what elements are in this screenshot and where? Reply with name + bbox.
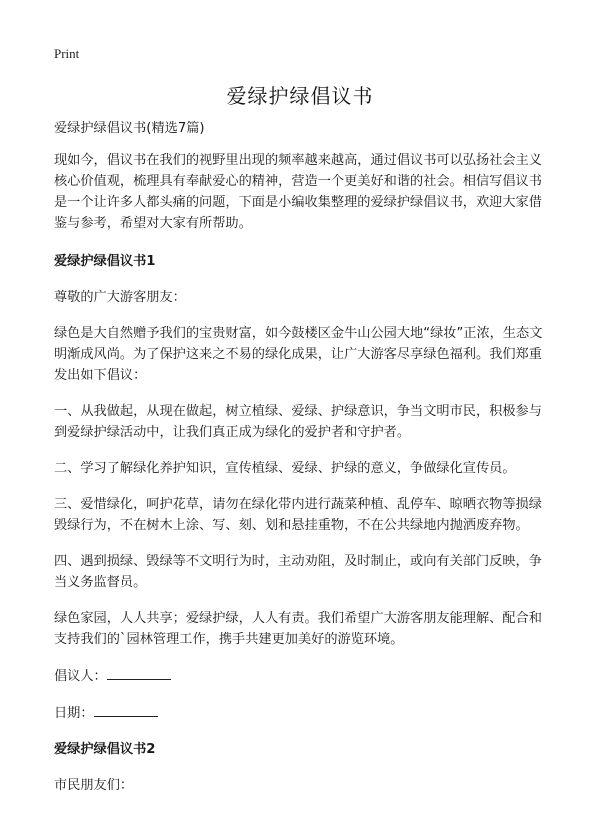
document-body [54, 118, 550, 811]
initiator-line [54, 665, 550, 687]
initiator-label: 倡议人： [54, 669, 107, 684]
proposal-item-1: 一、从我做起，从现在做起，树立植绿、爱绿、护绿意识，争当文明市民，积极参与到爱绿护绿活动中，让我们真正成为绿化的爱护者和守护者。 [54, 404, 542, 440]
closing-paragraph: 绿色家园，人人共享；爱绿护绿，人人有责。我们希望广大游客朋友能理解、配合和支持我们的`园林管理工作，携手共建更加美好的游览环境。 [54, 611, 542, 647]
print-link[interactable]: Print [54, 46, 80, 61]
greeting-1: 尊敬的广大游客朋友： [54, 290, 186, 305]
date-blank [94, 702, 158, 717]
paragraph-green-wealth: 绿色是大自然赠予我们的宝贵财富，如今鼓楼区金牛山公园大地“绿妆”正浓，生态文明渐成风尚。为了保护这来之不易的绿化成果，让广大游客尽享绿色福利。我们郑重发出如下倡议： [54, 326, 543, 383]
section-heading-1: 爱绿护绿倡议书1 [54, 254, 156, 269]
section-heading-2: 爱绿护绿倡议书2 [54, 742, 156, 757]
date-label: 日期： [54, 706, 94, 721]
intro-paragraph: 现如今，倡议书在我们的视野里出现的频率越来越高，通过倡议书可以弘扬社会主义核心价值观，梳理具有奉献爱心的精神，营造一个更美好和谐的社会。相信写倡议书是一个让许多人都头痛的问题，下面是小编收集整理的爱绿护绿倡议书，欢迎大家借鉴与参考，希望对大家有所帮助。 [54, 153, 542, 231]
date-line [54, 702, 550, 724]
proposal-item-3: 三、爱惜绿化，呵护花草，请勿在绿化带内进行蔬菜种植、乱停车、晾晒衣物等损绿毁绿行为，不在树木上涂、写、刻、划和悬挂重物，不在公共绿地内抛洒废弃物。 [54, 497, 542, 533]
initiator-blank [107, 665, 171, 680]
proposal-item-4: 四、遇到损绿、毁绿等不文明行为时，主动劝阻，及时制止，或向有关部门反映，争当义务监督员。 [54, 554, 542, 590]
greeting-2: 市民朋友们： [54, 778, 134, 793]
proposal-item-2: 二、学习了解绿化养护知识，宣传植绿、爱绿、护绿的意义，争做绿化宣传员。 [54, 461, 516, 476]
document-subtitle: 爱绿护绿倡议书(精选7篇) [54, 121, 205, 136]
page-title: 爱绿护绿倡议书 [226, 84, 374, 108]
